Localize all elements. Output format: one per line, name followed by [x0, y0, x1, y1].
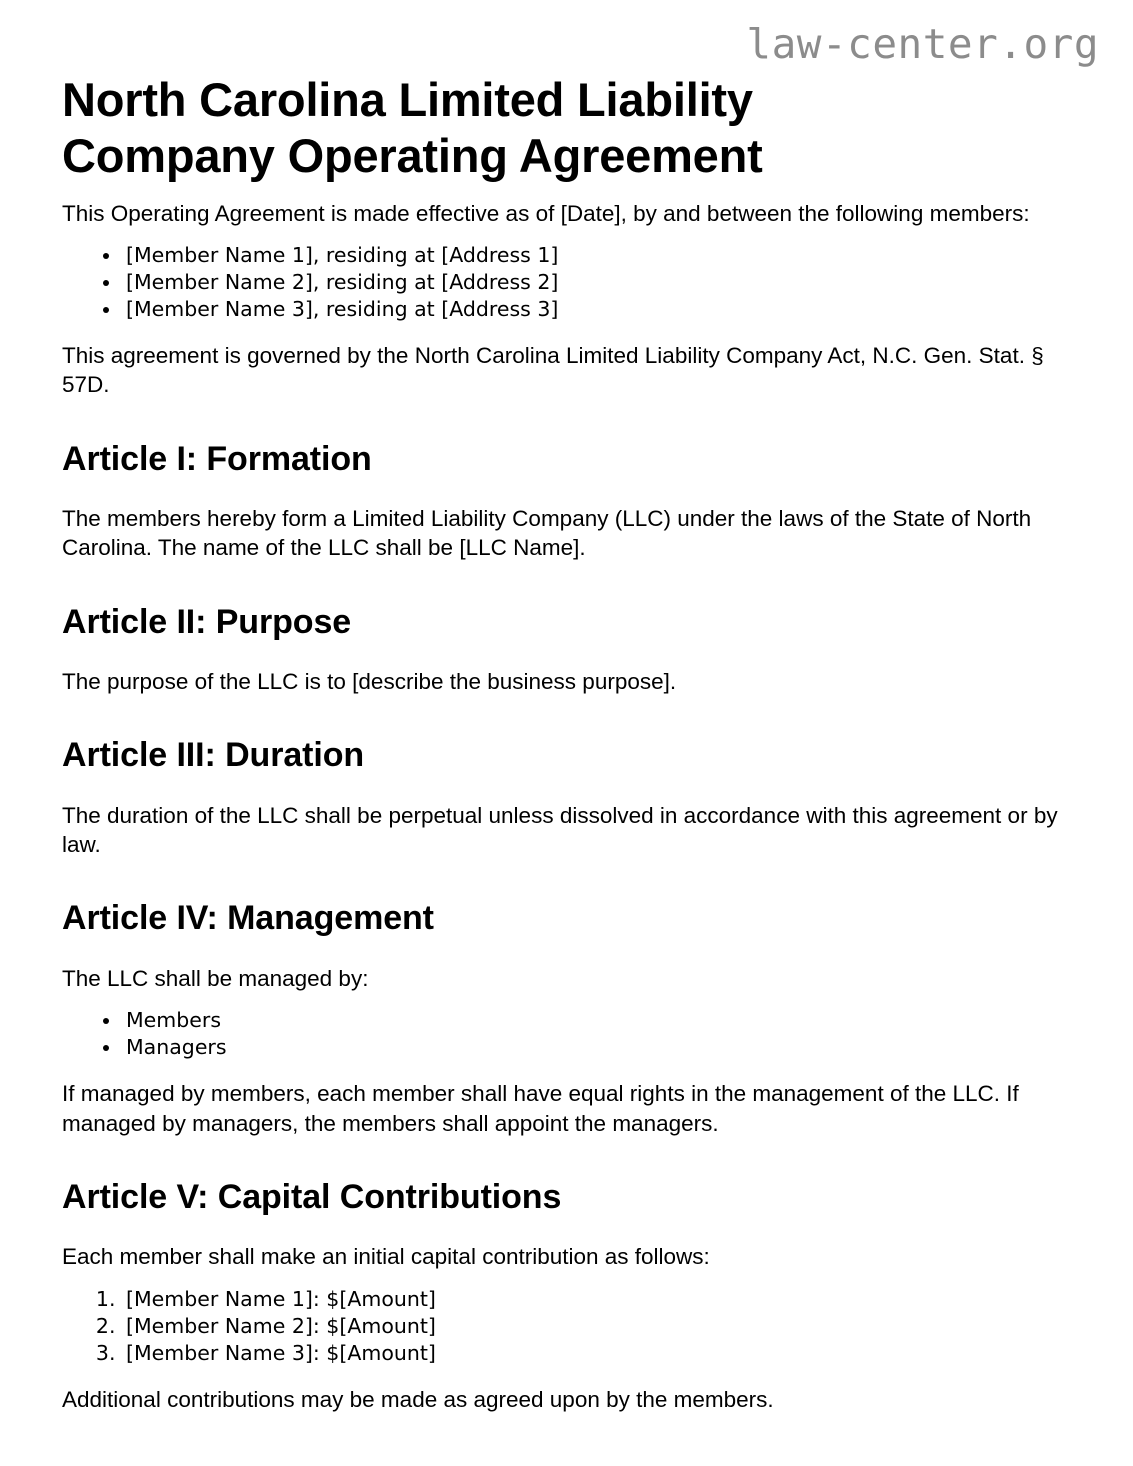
article-heading-formation: Article I: Formation — [62, 439, 372, 478]
site-watermark: law-center.org — [746, 20, 1099, 68]
management-options-list — [62, 997, 1071, 1065]
article-paragraph-capital-contributions-2: Additional contributions may be made as agreed upon by the members. — [62, 1386, 774, 1412]
article-heading-duration: Article III: Duration — [62, 736, 365, 775]
article-paragraph-formation: The members hereby form a Limited Liability Company (LLC) under the laws of the State of North Carolina. The name of the LLC shall be [LLC Name]. — [62, 506, 1032, 561]
article-paragraph-capital-contributions: Each member shall make an initial capital contribution as follows: — [62, 1244, 710, 1270]
list-item: • Members — [122, 1007, 1071, 1034]
article-paragraph-duration: The duration of the LLC shall be perpetual unless dissolved in accordance with this agreement or by law. — [62, 802, 1058, 858]
article-heading-purpose: Article II: Purpose — [62, 602, 352, 641]
capital-contributions-list — [62, 1276, 1071, 1371]
page-title: North Carolina Limited Liability Company Operating Agreement — [62, 73, 763, 183]
list-item: 2. [Member Name 2]: $[Amount] — [122, 1313, 1071, 1340]
article-heading-management: Article IV: Management — [62, 899, 434, 938]
article-paragraph-management: The LLC shall be managed by: — [62, 965, 369, 991]
governing-law-paragraph: This agreement is governed by the North Carolina Limited Liability Company Act, N.C. Gen. Stat. § 57D. — [62, 343, 1044, 398]
intro-paragraph: This Operating Agreement is made effective as of [Date], by and between the following members: — [62, 200, 1030, 226]
article-paragraph-purpose: The purpose of the LLC is to [describe the business purpose]. — [62, 669, 677, 695]
list-item: • [Member Name 3], residing at [Address 3] — [122, 296, 1071, 323]
members-list — [62, 232, 1071, 327]
article-heading-capital-contributions: Article V: Capital Contributions — [62, 1177, 562, 1216]
list-item: • [Member Name 2], residing at [Address 2] — [122, 269, 1071, 296]
list-item: • Managers — [122, 1034, 1071, 1061]
list-item: 1. [Member Name 1]: $[Amount] — [122, 1286, 1071, 1313]
article-paragraph-management-2: If managed by members, each member shall have equal rights in the management of the LLC. If managed by managers, the members shall appoint the managers. — [62, 1081, 1019, 1136]
list-item: • [Member Name 1], residing at [Address 1] — [122, 242, 1071, 269]
list-item: 3. [Member Name 3]: $[Amount] — [122, 1340, 1071, 1367]
